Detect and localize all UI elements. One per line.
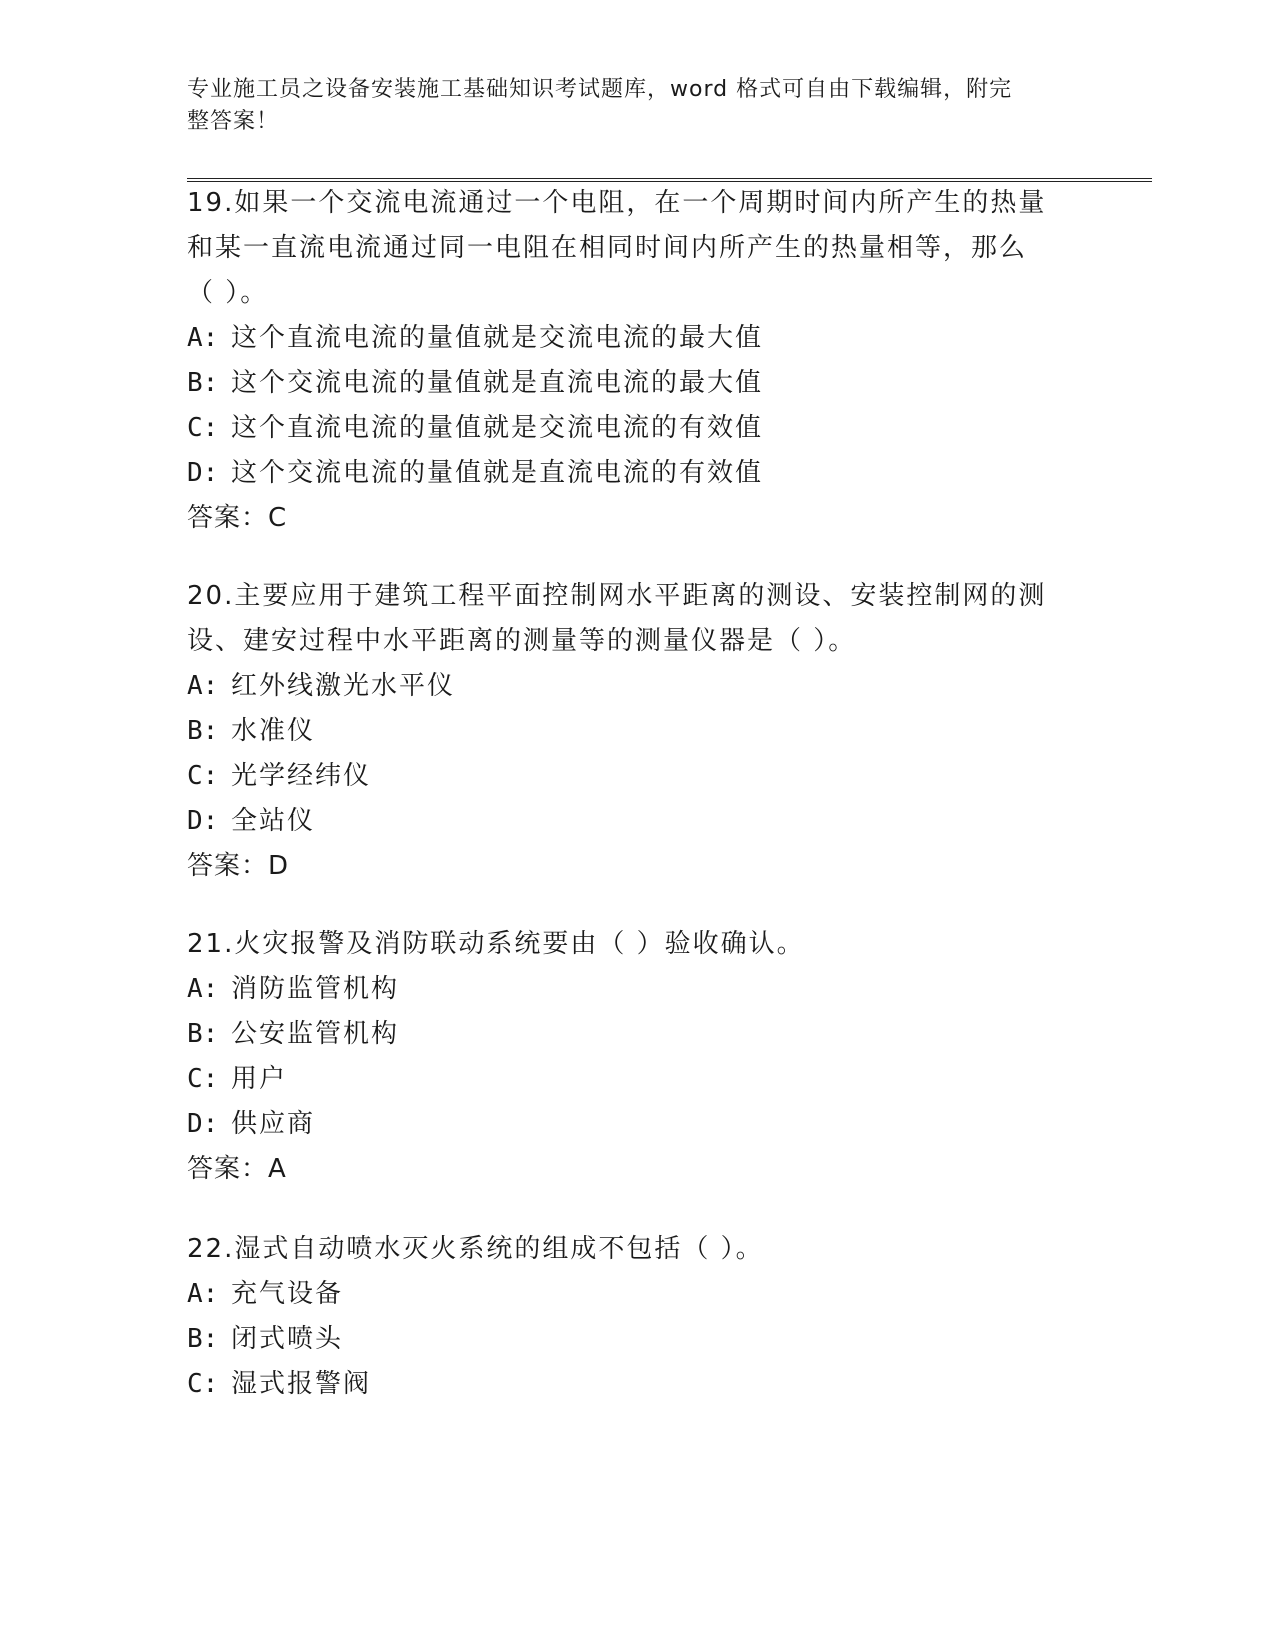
option-text: 充气设备 [231,1279,344,1309]
option-c [187,754,1067,799]
option-text: 供应商 [231,1109,316,1139]
question-21 [187,922,1067,1192]
option-key: C: [187,413,219,443]
option-key: C: [187,761,219,791]
option-a [187,967,1067,1012]
answer-line: 答案：C [187,503,288,533]
option-key: B: [187,1324,219,1354]
option-text: 全站仪 [231,806,316,836]
option-text: 红外线激光水平仪 [231,671,456,701]
option-text: 用户 [231,1064,288,1094]
document-page [187,0,1152,1650]
option-text: 湿式报警阀 [231,1369,372,1399]
document-header [187,74,1067,138]
option-c [187,406,1067,451]
question-stem-line: （ ）。 [187,278,269,308]
option-key: A: [187,1279,219,1309]
question-19 [187,181,1067,541]
option-key: A: [187,974,219,1004]
option-d [187,1102,1067,1147]
header-line-1: 专业施工员之设备安装施工基础知识考试题库，word 格式可自由下载编辑，附完 [187,77,1013,102]
option-text: 这个交流电流的量值就是直流电流的有效值 [231,458,764,488]
option-key: B: [187,716,219,746]
option-b [187,361,1067,406]
question-stem-line: 22.湿式自动喷水灭火系统的组成不包括（ ）。 [187,1234,764,1264]
question-stem-line: 20.主要应用于建筑工程平面控制网水平距离的测设、安装控制网的测 [187,581,1047,611]
option-key: A: [187,671,219,701]
option-text: 消防监管机构 [231,974,400,1004]
option-text: 这个交流电流的量值就是直流电流的最大值 [231,368,764,398]
option-key: A: [187,323,219,353]
option-a [187,316,1067,361]
option-key: C: [187,1369,219,1399]
question-22 [187,1227,1067,1407]
option-key: C: [187,1064,219,1094]
option-a [187,1272,1067,1317]
option-key: D: [187,1109,219,1139]
option-b [187,709,1067,754]
option-text: 公安监管机构 [231,1019,400,1049]
option-text: 闭式喷头 [231,1324,344,1354]
question-20 [187,574,1067,889]
option-text: 光学经纬仪 [231,761,372,791]
option-d [187,799,1067,844]
option-a [187,664,1067,709]
question-stem-line: 和某一直流电流通过同一电阻在相同时间内所产生的热量相等，那么 [187,233,1028,263]
option-text: 这个直流电流的量值就是交流电流的最大值 [231,323,764,353]
option-key: B: [187,368,219,398]
answer-line: 答案：A [187,1154,287,1184]
option-b [187,1317,1067,1362]
option-c [187,1057,1067,1102]
option-key: B: [187,1019,219,1049]
option-text: 这个直流电流的量值就是交流电流的有效值 [231,413,764,443]
option-c [187,1362,1067,1407]
option-key: D: [187,806,219,836]
answer-line: 答案：D [187,851,290,881]
question-stem-line: 21.火灾报警及消防联动系统要由（ ）验收确认。 [187,929,805,959]
option-text: 水准仪 [231,716,316,746]
header-line-2: 整答案！ [187,109,280,134]
option-key: D: [187,458,219,488]
option-b [187,1012,1067,1057]
question-stem-line: 19.如果一个交流电流通过一个电阻，在一个周期时间内所产生的热量 [187,188,1047,218]
question-stem-line: 设、建安过程中水平距离的测量等的测量仪器是（ ）。 [187,626,857,656]
option-d [187,451,1067,496]
